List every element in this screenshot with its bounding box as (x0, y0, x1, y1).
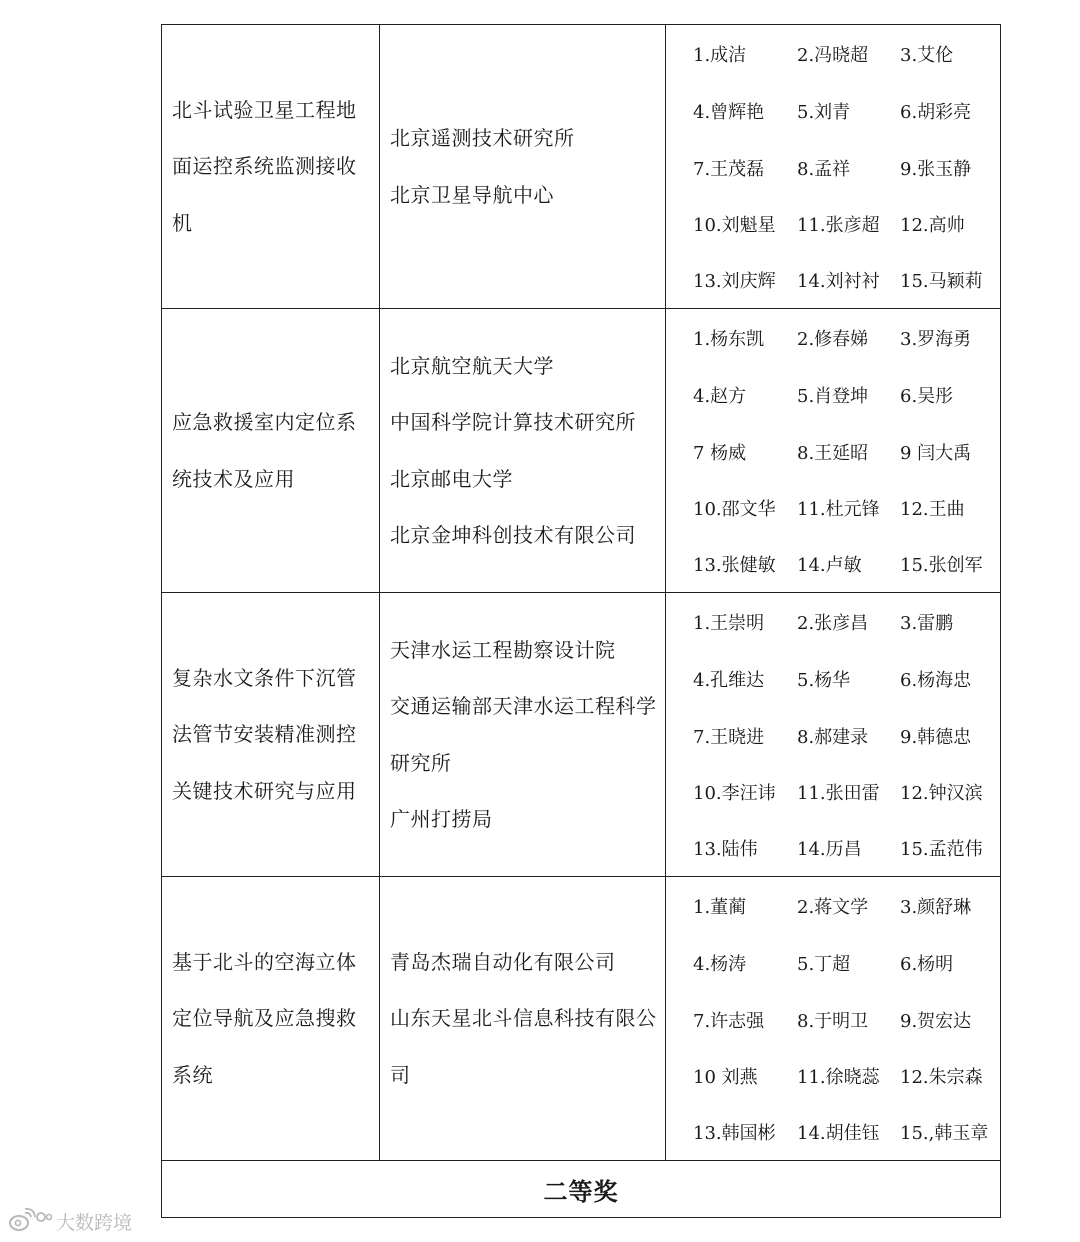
member-name: 9 闫大禹 (900, 443, 972, 464)
grade-row (162, 1161, 1001, 1218)
unit-name-line: 研究所 (390, 750, 452, 775)
unit-name-line: 山东天星北斗信息科技有限公 (390, 1006, 657, 1031)
member-name: 1.杨东凯 (693, 329, 765, 350)
project-name-cell (162, 593, 380, 877)
member-name: 3.雷鹏 (900, 613, 954, 634)
member-name: 2.修春娣 (797, 329, 869, 350)
member-name: 15.孟范伟 (900, 839, 983, 860)
member-name: 14.胡佳钰 (797, 1123, 880, 1144)
member-name: 4.孔维达 (693, 670, 765, 691)
member-name: 8.于明卫 (797, 1011, 869, 1032)
member-name: 6.杨明 (900, 954, 954, 975)
member-name: 5.刘青 (797, 102, 851, 123)
watermark-text: 大数跨境 (56, 1211, 133, 1234)
unit-name-line: 北京卫星导航中心 (390, 182, 554, 207)
member-name: 7.许志强 (693, 1011, 765, 1032)
unit-name-line: 天津水运工程勘察设计院 (390, 637, 616, 662)
award-row (162, 25, 1001, 309)
project-name-line: 北斗试验卫星工程地 (172, 97, 357, 122)
unit-name-line: 北京航空航天大学 (390, 353, 554, 378)
project-name-line: 定位导航及应急搜救 (172, 1006, 357, 1031)
member-name: 10 刘燕 (693, 1067, 758, 1088)
member-name: 11.张田雷 (797, 783, 880, 804)
member-name: 12.朱宗森 (900, 1067, 983, 1088)
member-name: 15.马颖莉 (900, 271, 983, 292)
project-name-line: 复杂水文条件下沉管 (172, 665, 357, 690)
member-name: 13.陆伟 (693, 839, 758, 860)
member-name: 13.韩国彬 (693, 1123, 776, 1144)
member-name: 5.杨华 (797, 670, 851, 691)
member-name: 7.王茂磊 (693, 159, 765, 180)
award-row (162, 877, 1001, 1161)
member-name: 12.钟汉滨 (900, 783, 983, 804)
member-name: 1.成洁 (693, 45, 747, 66)
member-name: 6.胡彩亮 (900, 102, 972, 123)
unit-name-line: 中国科学院计算技术研究所 (390, 410, 636, 434)
award-row (162, 593, 1001, 877)
member-name: 6.吴彤 (900, 386, 954, 407)
member-name: 13.张健敏 (693, 555, 776, 576)
member-name: 2.张彦昌 (797, 613, 869, 634)
member-name: 5.丁超 (797, 954, 851, 975)
weibo-logo-icon (8, 1208, 52, 1234)
member-name: 12.高帅 (900, 215, 965, 236)
project-name-line: 系统 (172, 1062, 213, 1087)
member-name: 4.赵方 (693, 386, 747, 407)
member-name: 10.李汪讳 (693, 783, 776, 804)
member-name: 3.罗海勇 (900, 329, 972, 350)
member-name: 7.王晓进 (693, 727, 765, 748)
unit-name-line: 北京邮电大学 (390, 466, 513, 491)
member-name: 10.刘魁星 (693, 215, 776, 236)
member-name: 13.刘庆辉 (693, 271, 776, 292)
members-cell (666, 877, 1001, 1161)
project-name-cell (162, 877, 380, 1161)
project-name-line: 关键技术研究与应用 (172, 778, 357, 803)
unit-name-line: 北京金坤科创技术有限公司 (390, 523, 636, 547)
project-name-line: 基于北斗的空海立体 (172, 949, 357, 974)
unit-name-line: 交通运输部天津水运工程科学 (390, 694, 657, 718)
project-name-line: 面运控系统监测接收 (172, 154, 357, 179)
unit-name-line: 北京遥测技术研究所 (390, 126, 575, 150)
unit-name-line: 广州打捞局 (390, 807, 493, 831)
member-name: 1.王崇明 (693, 613, 765, 634)
member-name: 4.杨涛 (693, 954, 747, 975)
member-name: 3.颜舒琳 (900, 897, 972, 918)
unit-name-line: 司 (390, 1062, 411, 1087)
member-name: 4.曾辉艳 (693, 102, 765, 123)
member-name: 14.历昌 (797, 839, 862, 860)
member-name: 11.徐晓蕊 (797, 1067, 880, 1088)
member-name: 14.刘衬衬 (797, 271, 880, 292)
project-name-line: 法管节安装精准测控 (172, 722, 357, 747)
member-name: 8.郝建录 (797, 727, 869, 748)
unit-cell (380, 877, 666, 1161)
project-name-line: 机 (172, 210, 193, 235)
member-name: 15.张创军 (900, 555, 983, 576)
unit-cell (380, 25, 666, 309)
member-name: 9.韩德忠 (900, 727, 972, 748)
member-name: 11.杜元锋 (797, 499, 880, 520)
member-name: 3.艾伦 (900, 45, 954, 66)
members-cell (666, 309, 1001, 593)
member-name: 7 杨威 (693, 443, 747, 464)
member-name: 14.卢敏 (797, 555, 862, 576)
member-name: 6.杨海忠 (900, 670, 972, 691)
watermark (8, 1206, 132, 1236)
member-name: 15.,韩玉章 (900, 1123, 989, 1144)
unit-name-line: 青岛杰瑞自动化有限公司 (390, 949, 616, 974)
member-name: 5.肖登坤 (797, 386, 869, 407)
project-name-cell (162, 309, 380, 593)
member-name: 10.邵文华 (693, 499, 776, 520)
members-cell (666, 593, 1001, 877)
member-name: 9.张玉静 (900, 159, 972, 180)
member-name: 12.王曲 (900, 499, 965, 520)
award-row (162, 309, 1001, 593)
award-table (161, 24, 1001, 1218)
project-name-line: 统技术及应用 (172, 466, 295, 491)
member-name: 2.冯晓超 (797, 45, 869, 66)
member-name: 11.张彦超 (797, 215, 880, 236)
project-name-line: 应急救援室内定位系 (172, 410, 357, 434)
member-name: 8.孟祥 (797, 159, 851, 180)
member-name: 2.蒋文学 (797, 897, 869, 918)
unit-cell (380, 593, 666, 877)
member-name: 8.王延昭 (797, 443, 869, 464)
members-cell (666, 25, 1001, 309)
grade-title: 二等奖 (162, 1161, 1001, 1218)
member-name: 1.董蔺 (693, 897, 747, 918)
unit-cell (380, 309, 666, 593)
project-name-cell (162, 25, 380, 309)
member-name: 9.贺宏达 (900, 1011, 972, 1032)
